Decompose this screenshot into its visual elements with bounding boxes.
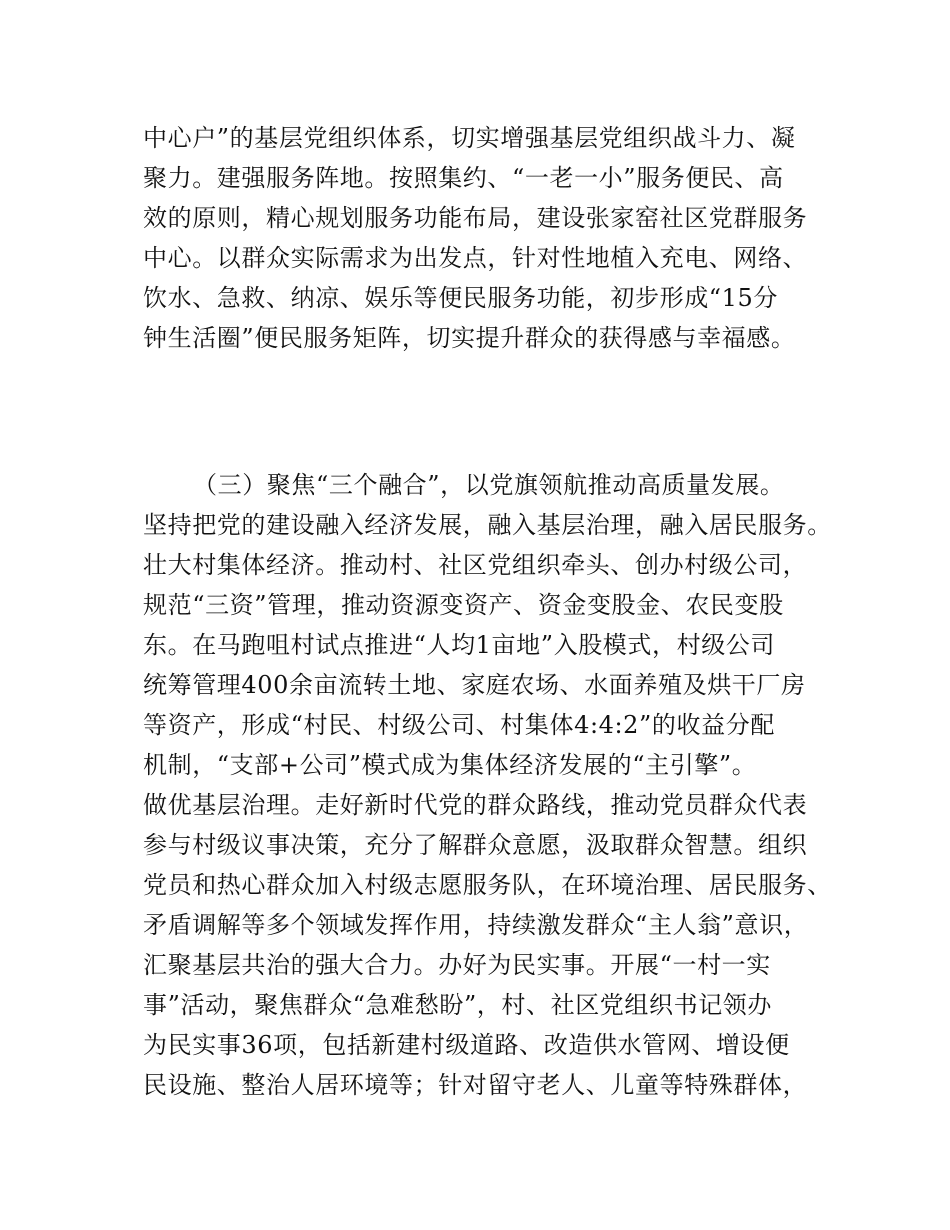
text-line: 聚力。建强服务阵地。按照集约、“一老一小”服务便民、高	[143, 164, 784, 192]
text-line: 矛盾调解等多个领域发挥作用，持续激发群众“主人翁”意识，	[143, 911, 809, 939]
text-line: 中心户”的基层党组织体系，切实增强基层党组织战斗力、凝	[143, 124, 796, 152]
text-line: 等资产，形成“村民、村级公司、村集体4:4:2”的收益分配	[143, 711, 775, 739]
text-line: 壮大村集体经济。推动村、社区党组织牵头、创办村级公司，	[143, 551, 808, 579]
text-line: 统筹管理400余亩流转土地、家庭农场、水面养殖及烘干厂房	[143, 671, 806, 699]
text-line: 东。在马跑咀村试点推进“人均1亩地”入股模式，村级公司	[143, 631, 776, 659]
text-line: 坚持把党的建设融入经济发展，融入基层治理，融入居民服务。	[143, 511, 832, 539]
text-line: 饮水、急救、纳凉、娱乐等便民服务功能，初步形成“15分	[143, 284, 779, 312]
text-line: 效的原则，精心规划服务功能布局，建设张家窑社区党群服务	[143, 204, 808, 232]
text-line: 规范“三资”管理，推动资源变资产、资金变股金、农民变股	[143, 591, 784, 619]
section-heading-line: （三）聚焦“三个融合”，以党旗领航推动高质量发展。	[193, 471, 785, 499]
text-line: 钟生活圈”便民服务矩阵，切实提升群众的获得感与幸福感。	[143, 324, 796, 352]
text-line: 机制，“支部+公司”模式成为集体经济发展的“主引擎”。	[143, 751, 757, 779]
text-line: 事”活动，聚焦群众“急难愁盼”，村、社区党组织书记领办	[143, 991, 773, 1019]
text-line: 党员和热心群众加入村级志愿服务队，在环境治理、居民服务、	[143, 871, 832, 899]
text-line: 民设施、整治人居环境等；针对留守老人、儿童等特殊群体，	[143, 1071, 808, 1099]
text-line: 汇聚基层共治的强大合力。办好为民实事。开展“一村一实	[143, 951, 771, 979]
text-line: 参与村级议事决策，充分了解群众意愿，汲取群众智慧。组织	[143, 831, 808, 859]
paragraph-2	[143, 465, 843, 1105]
text-line: 做优基层治理。走好新时代党的群众路线，推动党员群众代表	[143, 791, 808, 819]
text-line: 为民实事36项，包括新建村级道路、改造供水管网、增设便	[143, 1031, 790, 1059]
text-line: 中心。以群众实际需求为出发点，针对性地植入充电、网络、	[143, 244, 808, 272]
paragraph-1	[143, 118, 843, 358]
